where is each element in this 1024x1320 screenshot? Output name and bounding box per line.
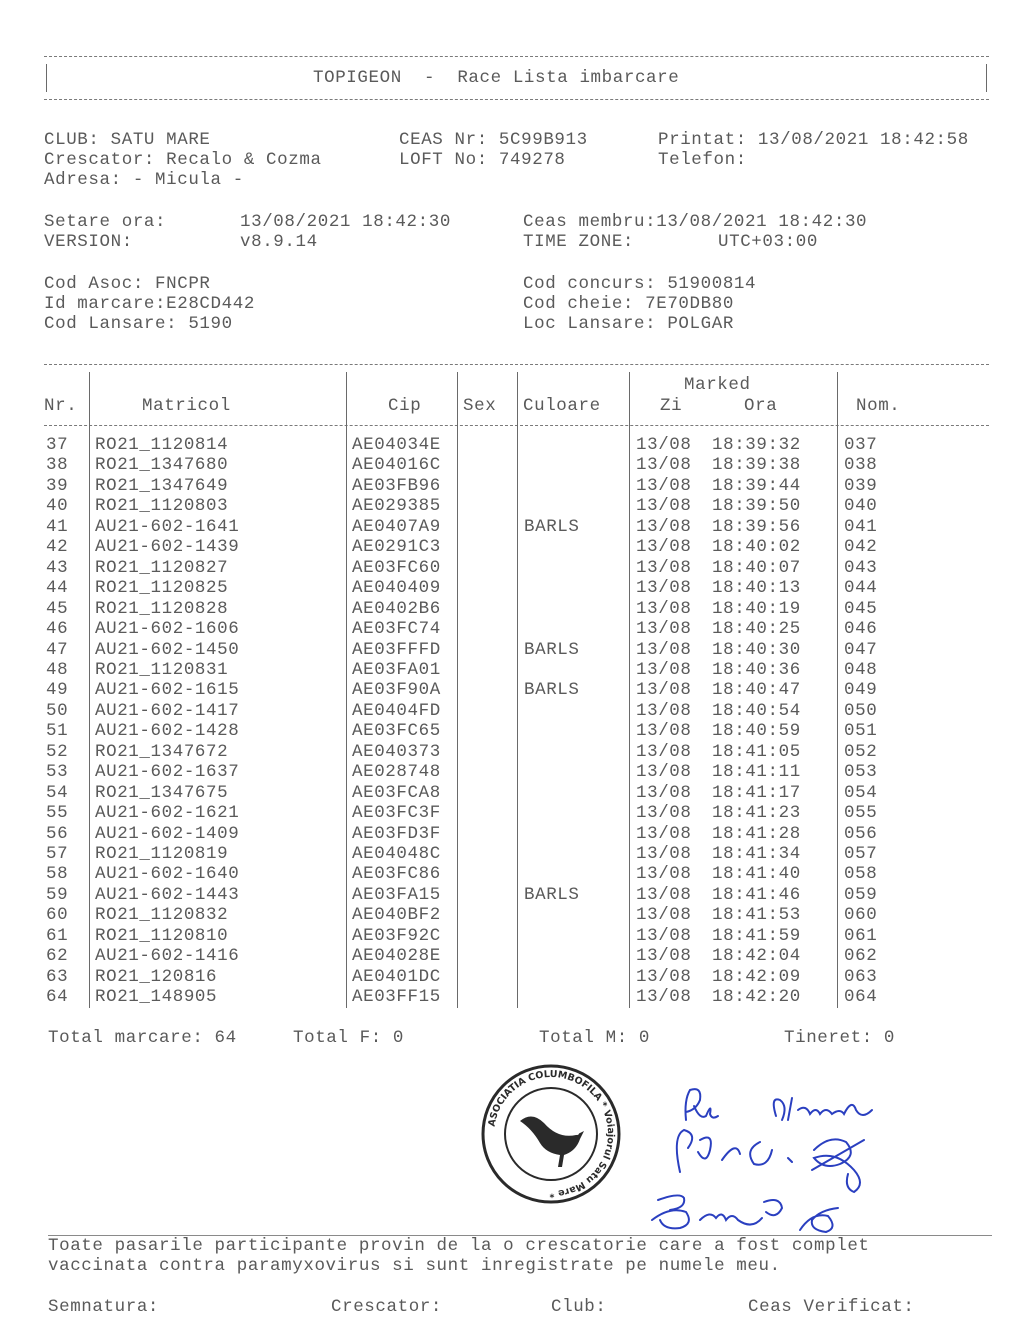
- cell-zi: 13/08: [636, 496, 692, 517]
- cell-nom: 044: [844, 578, 878, 599]
- cell-nr: 40: [46, 496, 69, 517]
- cell-ora: 18:40:13: [712, 578, 801, 599]
- cell-ora: 18:41:46: [712, 884, 801, 905]
- cell-matricol: RO21_1347649: [95, 475, 229, 496]
- col-header-cip: Cip: [388, 396, 422, 416]
- cell-nr: 50: [46, 700, 69, 721]
- table-row: [0, 926, 1024, 946]
- ceas-membru: Ceas membru:13/08/2021 18:42:30: [523, 212, 868, 232]
- cell-ora: 18:42:09: [712, 966, 801, 987]
- cell-ora: 18:41:23: [712, 803, 801, 824]
- cell-nom: 049: [844, 680, 878, 701]
- cell-matricol: AU21-602-1637: [95, 762, 240, 783]
- cell-cip: AE0402B6: [352, 598, 441, 619]
- cell-culoare: BARLS: [524, 680, 580, 701]
- cell-cip: AE03FA15: [352, 884, 441, 905]
- cell-zi: 13/08: [636, 598, 692, 619]
- cell-zi: 13/08: [636, 680, 692, 701]
- cell-zi: 13/08: [636, 762, 692, 783]
- cell-cip: AE03FC3F: [352, 803, 441, 824]
- cod-lansare: Cod Lansare: 5190: [44, 314, 233, 334]
- cell-matricol: RO21_1120831: [95, 659, 229, 680]
- col-header-sex: Sex: [463, 396, 497, 416]
- cell-zi: 13/08: [636, 946, 692, 967]
- cell-ora: 18:40:36: [712, 659, 801, 680]
- cell-cip: AE03FA01: [352, 659, 441, 680]
- cell-ora: 18:40:25: [712, 619, 801, 640]
- cell-nom: 058: [844, 864, 878, 885]
- cell-zi: 13/08: [636, 537, 692, 558]
- cell-nr: 46: [46, 619, 69, 640]
- cell-nr: 47: [46, 639, 69, 660]
- cell-cip: AE04048C: [352, 844, 441, 864]
- cell-cip: AE03FCA8: [352, 782, 441, 803]
- table-row: [0, 619, 1024, 639]
- cell-nom: 064: [844, 987, 878, 1008]
- col-header-marked: Marked: [684, 375, 751, 395]
- cell-matricol: RO21_1120827: [95, 557, 229, 578]
- cell-nr: 64: [46, 987, 69, 1008]
- cell-zi: 13/08: [636, 925, 692, 946]
- cell-nom: 052: [844, 741, 878, 762]
- crescator-signature-label: Crescator:: [331, 1297, 443, 1317]
- cell-nom: 063: [844, 966, 878, 987]
- cell-ora: 18:41:11: [712, 762, 801, 783]
- table-row: [0, 537, 1024, 557]
- adresa-label: Adresa: - Micula -: [44, 170, 244, 190]
- cell-zi: 13/08: [636, 884, 692, 905]
- cell-nr: 49: [46, 680, 69, 701]
- cell-cip: AE028748: [352, 762, 441, 783]
- loc-lansare: Loc Lansare: POLGAR: [523, 314, 734, 334]
- cell-zi: 13/08: [636, 578, 692, 599]
- cell-nom: 062: [844, 946, 878, 967]
- cell-matricol: AU21-602-1409: [95, 823, 240, 844]
- cell-cip: AE04028E: [352, 946, 441, 967]
- declaration-line-2: vaccinata contra paramyxovirus si sunt inregistrate pe numele meu.: [48, 1256, 781, 1276]
- cell-matricol: RO21_1120803: [95, 496, 229, 517]
- table-row: [0, 885, 1024, 905]
- cell-cip: AE03FF15: [352, 987, 441, 1008]
- version-value: v8.9.14: [240, 232, 318, 252]
- cell-matricol: RO21_1347680: [95, 455, 229, 476]
- header-top-border: [44, 56, 989, 57]
- cell-nom: 055: [844, 803, 878, 824]
- cell-matricol: AU21-602-1450: [95, 639, 240, 660]
- cell-matricol: AU21-602-1606: [95, 619, 240, 640]
- pigeon-icon: [520, 1116, 584, 1167]
- cell-nr: 54: [46, 782, 69, 803]
- cell-nr: 59: [46, 884, 69, 905]
- cell-cip: AE03FC74: [352, 619, 441, 640]
- cell-ora: 18:40:02: [712, 537, 801, 558]
- semnatura-label: Semnatura:: [48, 1297, 160, 1317]
- cell-nom: 042: [844, 537, 878, 558]
- cell-ora: 18:39:50: [712, 496, 801, 517]
- table-row: [0, 824, 1024, 844]
- cell-ora: 18:40:19: [712, 598, 801, 619]
- col-header-nom: Nom.: [856, 396, 901, 416]
- cell-cip: AE03F92C: [352, 925, 441, 946]
- cell-nom: 041: [844, 516, 878, 537]
- table-top-border: [44, 364, 989, 365]
- telefon: Telefon:: [658, 150, 747, 170]
- cell-zi: 13/08: [636, 639, 692, 660]
- cell-nom: 051: [844, 721, 878, 742]
- cell-zi: 13/08: [636, 721, 692, 742]
- cell-nr: 61: [46, 925, 69, 946]
- cell-cip: AE0407A9: [352, 516, 441, 537]
- cell-cip: AE03FFFD: [352, 639, 441, 660]
- loft-no: LOFT No: 749278: [399, 150, 566, 170]
- cell-zi: 13/08: [636, 475, 692, 496]
- table-row: [0, 742, 1024, 762]
- cell-cip: AE04016C: [352, 455, 441, 476]
- cell-nr: 56: [46, 823, 69, 844]
- cell-nr: 43: [46, 557, 69, 578]
- cell-cip: AE03FD3F: [352, 823, 441, 844]
- cell-cip: AE03F90A: [352, 680, 441, 701]
- total-marcare: Total marcare: 64: [48, 1028, 237, 1048]
- cell-nom: 048: [844, 659, 878, 680]
- cell-nr: 55: [46, 803, 69, 824]
- cell-nom: 059: [844, 884, 878, 905]
- cell-nom: 061: [844, 925, 878, 946]
- cell-matricol: AU21-602-1428: [95, 721, 240, 742]
- cell-matricol: AU21-602-1615: [95, 680, 240, 701]
- cell-nom: 050: [844, 700, 878, 721]
- cell-ora: 18:39:38: [712, 455, 801, 476]
- cell-cip: AE03FB96: [352, 475, 441, 496]
- cell-nr: 51: [46, 721, 69, 742]
- cell-zi: 13/08: [636, 557, 692, 578]
- cell-ora: 18:39:44: [712, 475, 801, 496]
- cell-matricol: RO21_1120828: [95, 598, 229, 619]
- cell-matricol: AU21-602-1439: [95, 537, 240, 558]
- cell-matricol: RO21_1120832: [95, 905, 229, 926]
- club-signature-label: Club:: [551, 1297, 607, 1317]
- cell-nr: 63: [46, 966, 69, 987]
- cell-cip: AE03FC60: [352, 557, 441, 578]
- cell-matricol: RO21_148905: [95, 987, 218, 1008]
- table-row: [0, 680, 1024, 700]
- cell-ora: 18:40:07: [712, 557, 801, 578]
- table-row: [0, 905, 1024, 925]
- cell-nr: 45: [46, 598, 69, 619]
- table-row: [0, 476, 1024, 496]
- col-header-nr: Nr.: [44, 396, 78, 416]
- cell-zi: 13/08: [636, 987, 692, 1008]
- table-row: [0, 599, 1024, 619]
- total-m: Total M: 0: [539, 1028, 651, 1048]
- cell-zi: 13/08: [636, 741, 692, 762]
- page-title: TOPIGEON - Race Lista imbarcare: [313, 68, 680, 88]
- cell-nom: 045: [844, 598, 878, 619]
- cell-ora: 18:41:34: [712, 844, 801, 864]
- cod-concurs: Cod concurs: 51900814: [523, 274, 757, 294]
- cell-zi: 13/08: [636, 966, 692, 987]
- cell-zi: 13/08: [636, 864, 692, 885]
- cell-ora: 18:40:54: [712, 700, 801, 721]
- setare-ora-label: Setare ora:: [44, 212, 167, 232]
- cell-zi: 13/08: [636, 844, 692, 864]
- tineret: Tineret: 0: [784, 1028, 896, 1048]
- cell-zi: 13/08: [636, 619, 692, 640]
- cell-matricol: AU21-602-1417: [95, 700, 240, 721]
- cell-matricol: RO21_1120825: [95, 578, 229, 599]
- setare-ora-value: 13/08/2021 18:42:30: [240, 212, 451, 232]
- table-row: [0, 660, 1024, 680]
- cell-cip: AE029385: [352, 496, 441, 517]
- cell-cip: AE03FC86: [352, 864, 441, 885]
- cell-nom: 037: [844, 435, 878, 455]
- col-header-culoare: Culoare: [523, 396, 601, 416]
- cell-ora: 18:41:53: [712, 905, 801, 926]
- cell-matricol: RO21_1120814: [95, 435, 229, 455]
- cell-nom: 056: [844, 823, 878, 844]
- col-header-zi: Zi: [660, 396, 683, 416]
- cell-cip: AE040BF2: [352, 905, 441, 926]
- cell-nom: 038: [844, 455, 878, 476]
- cell-matricol: RO21_1347672: [95, 741, 229, 762]
- cell-ora: 18:42:04: [712, 946, 801, 967]
- cell-zi: 13/08: [636, 823, 692, 844]
- cell-nr: 60: [46, 905, 69, 926]
- table-row: [0, 640, 1024, 660]
- cell-nr: 44: [46, 578, 69, 599]
- col-header-ora: Ora: [744, 396, 778, 416]
- ceas-nr: CEAS Nr: 5C99B913: [399, 130, 588, 150]
- cell-ora: 18:39:32: [712, 435, 801, 455]
- cell-nr: 58: [46, 864, 69, 885]
- association-stamp: [480, 1063, 622, 1205]
- cell-ora: 18:41:17: [712, 782, 801, 803]
- handwritten-signatures: [640, 1080, 900, 1240]
- header-right-border: [986, 64, 987, 92]
- cell-ora: 18:40:30: [712, 639, 801, 660]
- cell-cip: AE040373: [352, 741, 441, 762]
- table-row: [0, 967, 1024, 987]
- cell-zi: 13/08: [636, 803, 692, 824]
- table-body: [0, 435, 1024, 1015]
- cell-nom: 054: [844, 782, 878, 803]
- cell-ora: 18:41:05: [712, 741, 801, 762]
- table-row: [0, 844, 1024, 864]
- club-label: CLUB: SATU MARE: [44, 130, 211, 150]
- time-zone-value: UTC+03:00: [718, 232, 818, 252]
- cell-culoare: BARLS: [524, 516, 580, 537]
- table-row: [0, 435, 1024, 455]
- col-header-matricol: Matricol: [142, 396, 231, 416]
- cell-nr: 37: [46, 435, 69, 455]
- cell-nr: 42: [46, 537, 69, 558]
- cell-ora: 18:39:56: [712, 516, 801, 537]
- table-row: [0, 701, 1024, 721]
- cell-cip: AE0401DC: [352, 966, 441, 987]
- ceas-verificat-label: Ceas Verificat:: [748, 1297, 915, 1317]
- table-row: [0, 783, 1024, 803]
- cell-cip: AE03FC65: [352, 721, 441, 742]
- id-marcare: Id marcare:E28CD442: [44, 294, 255, 314]
- cell-nom: 043: [844, 557, 878, 578]
- table-row: [0, 721, 1024, 741]
- cell-matricol: RO21_1120819: [95, 844, 229, 864]
- cod-asoc: Cod Asoc: FNCPR: [44, 274, 211, 294]
- cell-zi: 13/08: [636, 516, 692, 537]
- declaration-line-1: Toate pasarile participante provin de la o crescatorie care a fost complet: [48, 1236, 870, 1256]
- cell-culoare: BARLS: [524, 884, 580, 905]
- cell-nr: 38: [46, 455, 69, 476]
- table-row: [0, 946, 1024, 966]
- cell-matricol: AU21-602-1641: [95, 516, 240, 537]
- cell-nr: 52: [46, 741, 69, 762]
- cell-nom: 046: [844, 619, 878, 640]
- crescator-label: Crescator: Recalo & Cozma: [44, 150, 322, 170]
- cell-cip: AE040409: [352, 578, 441, 599]
- cell-zi: 13/08: [636, 782, 692, 803]
- cell-zi: 13/08: [636, 700, 692, 721]
- header-left-border: [46, 64, 47, 92]
- time-zone-label: TIME ZONE:: [523, 232, 635, 252]
- table-row: [0, 987, 1024, 1007]
- cell-nom: 040: [844, 496, 878, 517]
- cell-nr: 57: [46, 844, 69, 864]
- cell-ora: 18:41:28: [712, 823, 801, 844]
- cell-zi: 13/08: [636, 455, 692, 476]
- table-row: [0, 864, 1024, 884]
- table-row: [0, 578, 1024, 598]
- cod-cheie: Cod cheie: 7E70DB80: [523, 294, 734, 314]
- cell-cip: AE0404FD: [352, 700, 441, 721]
- cell-matricol: AU21-602-1443: [95, 884, 240, 905]
- cell-matricol: RO21_1120810: [95, 925, 229, 946]
- printat: Printat: 13/08/2021 18:42:58: [658, 130, 969, 150]
- cell-matricol: RO21_120816: [95, 966, 218, 987]
- cell-nr: 39: [46, 475, 69, 496]
- table-row: [0, 558, 1024, 578]
- cell-zi: 13/08: [636, 435, 692, 455]
- cell-matricol: AU21-602-1621: [95, 803, 240, 824]
- cell-matricol: RO21_1347675: [95, 782, 229, 803]
- table-row: [0, 762, 1024, 782]
- cell-nom: 057: [844, 844, 878, 864]
- cell-matricol: AU21-602-1416: [95, 946, 240, 967]
- cell-nr: 41: [46, 516, 69, 537]
- total-f: Total F: 0: [293, 1028, 405, 1048]
- table-row: [0, 455, 1024, 475]
- stamp-text: ASOCIATIA COLUMBOFILA * Voiajorul Satu Mare *: [486, 1068, 617, 1200]
- header-bottom-border: [44, 99, 989, 100]
- cell-ora: 18:40:47: [712, 680, 801, 701]
- cell-zi: 13/08: [636, 659, 692, 680]
- cell-matricol: AU21-602-1640: [95, 864, 240, 885]
- cell-ora: 18:41:59: [712, 925, 801, 946]
- cell-nr: 62: [46, 946, 69, 967]
- cell-nom: 047: [844, 639, 878, 660]
- table-row: [0, 496, 1024, 516]
- cell-nr: 53: [46, 762, 69, 783]
- cell-ora: 18:42:20: [712, 987, 801, 1008]
- cell-cip: AE04034E: [352, 435, 441, 455]
- cell-ora: 18:40:59: [712, 721, 801, 742]
- cell-culoare: BARLS: [524, 639, 580, 660]
- table-row: [0, 803, 1024, 823]
- cell-nom: 060: [844, 905, 878, 926]
- cell-nr: 48: [46, 659, 69, 680]
- version-label: VERSION:: [44, 232, 133, 252]
- cell-zi: 13/08: [636, 905, 692, 926]
- cell-ora: 18:41:40: [712, 864, 801, 885]
- table-row: [0, 517, 1024, 537]
- cell-nom: 039: [844, 475, 878, 496]
- cell-nom: 053: [844, 762, 878, 783]
- cell-cip: AE0291C3: [352, 537, 441, 558]
